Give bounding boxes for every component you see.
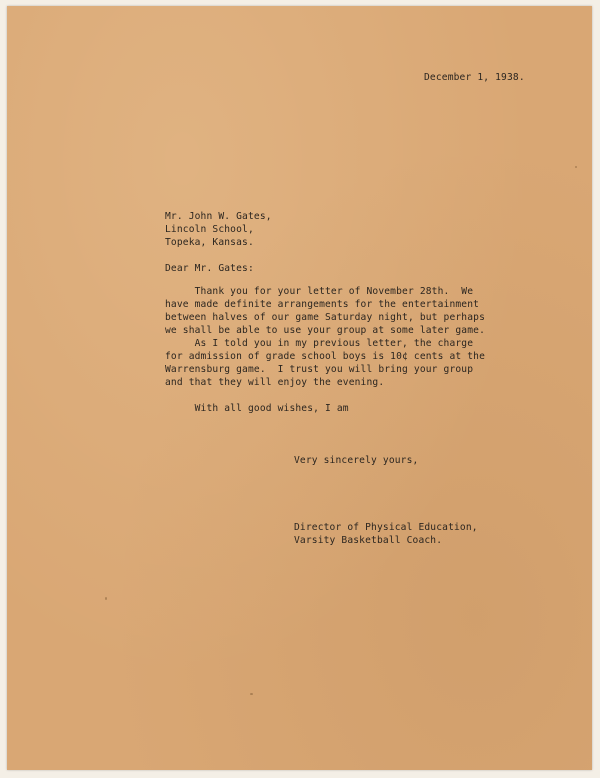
paragraph-line: Thank you for your letter of November 28th. We bbox=[165, 286, 474, 297]
signature-title-line: Director of Physical Education, bbox=[294, 522, 478, 533]
paragraph-line: for admission of grade school boys is 10¢ cents at the bbox=[165, 351, 485, 362]
paper-blemish bbox=[250, 693, 253, 695]
paragraph-line: have made definite arrangements for the entertainment bbox=[165, 299, 480, 310]
paragraph-line: Warrensburg game. I trust you will bring your group bbox=[165, 364, 474, 375]
paragraph-line: and that they will enjoy the evening. bbox=[165, 377, 385, 388]
paragraph-line: we shall be able to use your group at some later game. bbox=[165, 325, 485, 336]
paragraph-line: between halves of our game Saturday night, but perhaps bbox=[165, 312, 485, 323]
salutation: Dear Mr. Gates: bbox=[165, 263, 254, 274]
recipient-line: Mr. John W. Gates, bbox=[165, 211, 272, 222]
paper-blemish bbox=[105, 597, 107, 600]
signature-title-line: Varsity Basketball Coach. bbox=[294, 535, 443, 546]
letter-date: December 1, 1938. bbox=[424, 72, 525, 83]
letter-page bbox=[7, 6, 592, 770]
paper-blemish bbox=[575, 166, 577, 168]
paragraph-line: As I told you in my previous letter, the charge bbox=[165, 338, 474, 349]
complimentary-close: Very sincerely yours, bbox=[294, 455, 419, 466]
recipient-line: Topeka, Kansas. bbox=[165, 237, 254, 248]
recipient-line: Lincoln School, bbox=[165, 224, 254, 235]
closing-wish: With all good wishes, I am bbox=[165, 403, 349, 414]
